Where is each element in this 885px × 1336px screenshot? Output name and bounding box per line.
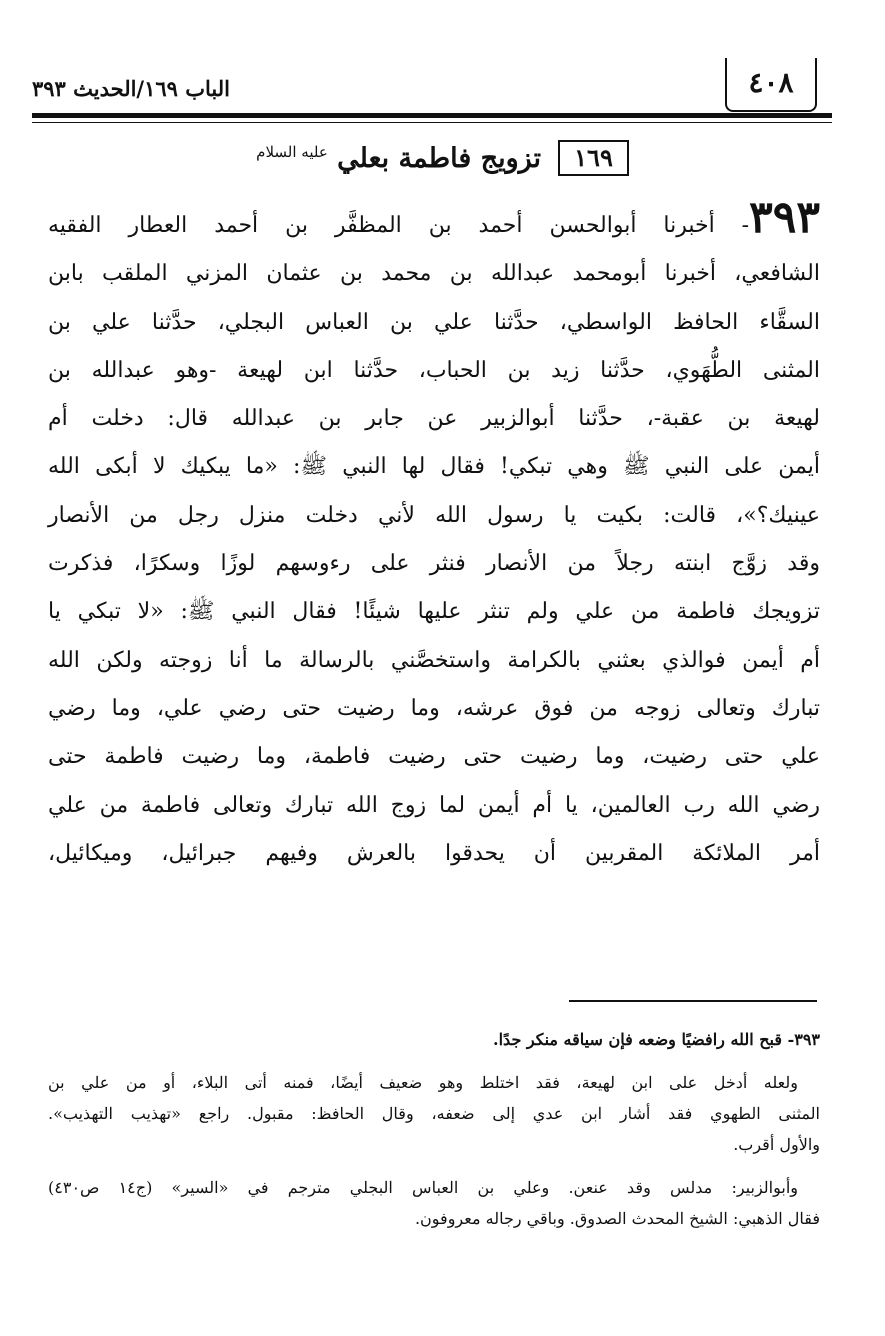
footnote-lead: ٣٩٣- قبح الله رافضيًا وضعه فإن سياقه منكر جدًا.	[493, 1030, 820, 1049]
footnote-separator	[569, 1000, 817, 1002]
hadith-line: تبارك وتعالى زوجه من فوق عرشه، وما رضيت حتى رضي علي، وما رضي	[48, 695, 820, 721]
page-number: ٤٠٨	[748, 66, 794, 99]
hadith-line-text: - أخبرنا أبوالحسن أحمد بن المظفَّر بن أحمد العطار الفقيه	[48, 213, 750, 238]
header-rule-thick	[32, 113, 832, 118]
hadith-text	[48, 192, 820, 878]
hadith-line: لهيعة بن عقبة-، حدَّثنا أبوالزبير عن جابر بن عبدالله قال: دخلت أم	[48, 406, 820, 432]
chapter-title	[256, 143, 541, 174]
hadith-line: رضي الله رب العالمين، يا أم أيمن لما زوج الله تبارك وتعالى فاطمة من علي	[48, 792, 820, 818]
hadith-line: السقَّاء الحافظ الواسطي، حدَّثنا علي بن العباس البجلي، حدَّثنا علي بن	[48, 309, 820, 335]
chapter-title-text: تزويج فاطمة بعلي	[337, 142, 542, 174]
hadith-line: الشافعي، أخبرنا أبومحمد عبدالله بن محمد بن عثمان المزني الملقب بابن	[48, 261, 820, 287]
footnote-line: فقال الذهبي: الشيخ المحدث الصدوق. وباقي رجاله معروفون.	[414, 1209, 820, 1228]
footnote-line: ولعله أدخل على ابن لهيعة، فقد اختلط وهو ضعيف أيضًا، فمنه أتى البلاء، أو من علي بن	[48, 1073, 798, 1092]
running-header	[32, 58, 817, 118]
chapter-number: ١٦٩	[558, 140, 629, 176]
hadith-line: المثنى الطُّهَوي، حدَّثنا زيد بن الحباب، حدَّثنا ابن لهيعة -وهو عبدالله بن	[48, 357, 820, 383]
footnote-lead-block	[48, 1024, 820, 1055]
hadith-line: تزويجك فاطمة من علي ولم تنثر عليها شيئًا! فقال النبي ﷺ: «لا تبكي يا	[48, 599, 820, 625]
hadith-line: أمر الملائكة المقربين أن يحدقوا بالعرش وفيهم جبرائيل، وميكائيل،	[48, 840, 820, 866]
hadith-line: عينيك؟»، قالت: بكيت يا رسول الله لأني دخلت منزل رجل من الأنصار	[48, 502, 820, 528]
honorific-glyph: عليه السلام	[256, 142, 328, 161]
chapter-heading	[0, 140, 885, 182]
page-number-frame	[725, 58, 817, 112]
footnote-paragraph-2	[48, 1172, 820, 1234]
footnote-line: المثنى الطهوي فقد أشار ابن عدي إلى ضعفه، وقال الحافظ: مقبول. راجع «تهذيب التهذيب».	[48, 1104, 820, 1123]
footnotes	[48, 1024, 820, 1246]
running-title: الباب ١٦٩/الحديث ٣٩٣	[32, 76, 231, 101]
hadith-number: ٣٩٣	[749, 192, 820, 243]
header-rule-thin	[32, 122, 832, 123]
hadith-line	[48, 192, 820, 250]
footnote-line: والأول أقرب.	[733, 1135, 820, 1154]
hadith-line: أيمن على النبي ﷺ وهي تبكي! فقال لها النبي ﷺ: «ما يبكيك لا أبكى الله	[48, 454, 820, 480]
hadith-line: علي حتى رضيت، وما رضيت حتى رضيت فاطمة، وما رضيت فاطمة حتى	[48, 744, 820, 770]
hadith-line: وقد زوَّج ابنته رجلاً من الأنصار فنثر على رءوسهم لوزًا وسكرًا، فذكرت	[48, 551, 820, 577]
footnote-line: وأبوالزبير: مدلس وقد عنعن. وعلي بن العباس البجلي مترجم في «السير» (ج١٤ ص٤٣٠)	[48, 1178, 798, 1197]
hadith-line: أم أيمن فوالذي بعثني بالكرامة واستخصَّني بالرسالة ما أنا زوجته ولكن الله	[48, 647, 820, 673]
footnote-paragraph-1	[48, 1067, 820, 1160]
